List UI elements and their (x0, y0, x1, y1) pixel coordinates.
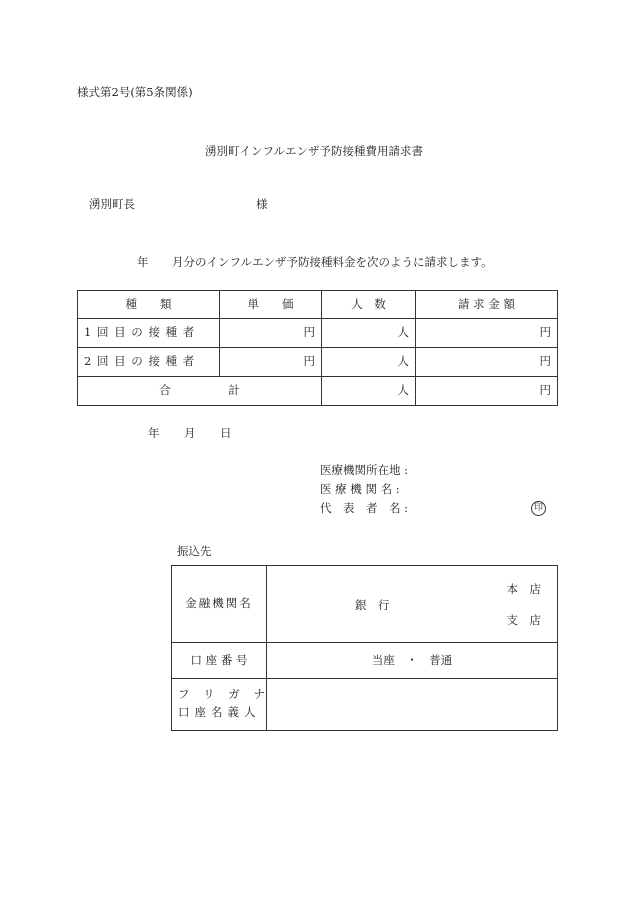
count-cell[interactable]: 人 (322, 319, 416, 348)
date-month: 月 (184, 426, 196, 440)
holder-label-cell (172, 679, 270, 731)
head-office-text: 本 店 (506, 582, 541, 596)
header-amount: 請 求 金 額 (416, 291, 558, 319)
amount-cell[interactable]: 円 (416, 348, 558, 377)
table-row (78, 348, 558, 377)
account-number-row (172, 643, 558, 679)
header-unit-price: 単 価 (220, 291, 322, 319)
claim-table-header (78, 291, 558, 319)
holder-label: 口座名義人 (178, 705, 261, 719)
row-type-label: 2 回 目 の 接 種 者 (78, 348, 220, 377)
total-count-cell[interactable]: 人 (322, 377, 416, 406)
holder-row (172, 679, 558, 731)
addressee-honorific: 様 (256, 197, 268, 211)
total-amount-cell[interactable]: 円 (416, 377, 558, 406)
form-number: 様式第2号(第5条関係) (77, 85, 193, 99)
transfer-heading: 振込先 (177, 544, 212, 558)
unit-price-cell[interactable]: 円 (220, 348, 322, 377)
date-year: 年 (148, 426, 160, 440)
institution-address-label: 医療機関所在地 : (320, 463, 409, 477)
table-row (78, 319, 558, 348)
total-row (78, 377, 558, 406)
statement-year: 年 (137, 255, 149, 269)
bank-row (172, 566, 558, 643)
bank-label-text: 金融機関名 (185, 596, 253, 611)
seal-icon (531, 501, 546, 516)
count-cell[interactable]: 人 (322, 348, 416, 377)
representative-label: 代 表 者 名 : (320, 501, 409, 515)
bank-label (172, 566, 267, 643)
bank-text: 銀 行 (355, 598, 390, 612)
holder-cell[interactable] (267, 679, 558, 731)
account-number-label: 口 座 番 号 (172, 643, 267, 679)
total-label: 合 計 (78, 377, 322, 406)
unit-price-cell[interactable]: 円 (220, 319, 322, 348)
bank-cell[interactable] (267, 566, 558, 643)
row-type-label: 1 回 目 の 接 種 者 (78, 319, 220, 348)
transfer-table (171, 565, 558, 731)
page-title: 湧別町インフルエンザ予防接種費用請求書 (205, 144, 424, 158)
branch-text: 支 店 (506, 613, 541, 627)
amount-cell[interactable]: 円 (416, 319, 558, 348)
statement-text: 月分のインフルエンザ予防接種料金を次のように請求します。 (172, 255, 493, 269)
header-count: 人 数 (322, 291, 416, 319)
date-day: 日 (220, 426, 232, 440)
addressee-name: 湧別町長 (89, 197, 135, 211)
header-type: 種 類 (78, 291, 220, 319)
kana-label: フ リ ガ ナ (178, 687, 270, 701)
claim-table (77, 290, 558, 406)
institution-name-label: 医 療 機 関 名 : (320, 482, 400, 496)
seal-mark: 印 (531, 501, 546, 516)
account-type-cell[interactable]: 当座 ・ 普通 (267, 643, 558, 679)
